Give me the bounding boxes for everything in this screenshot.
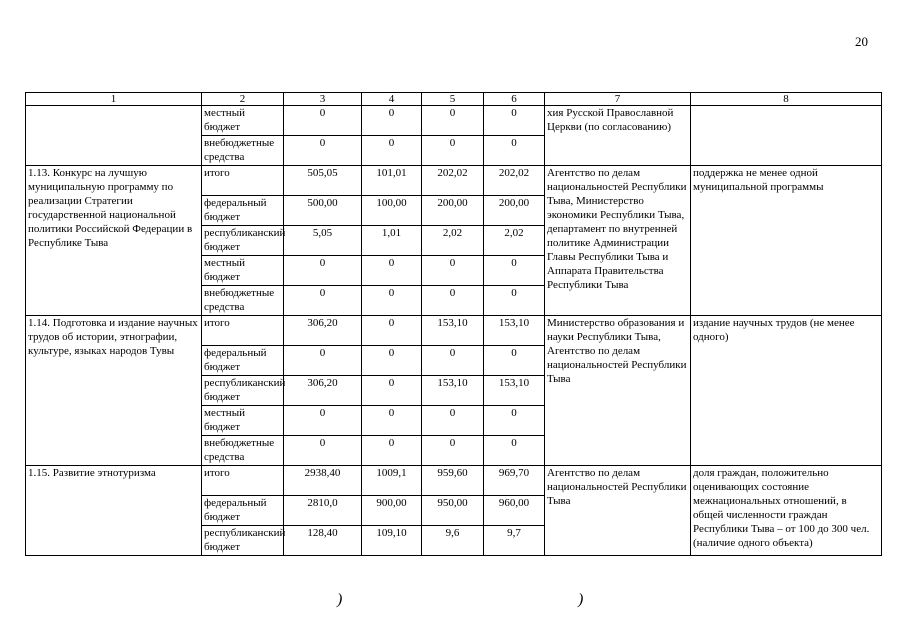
amount-year3-cell: 0	[484, 106, 545, 136]
amount-year1-cell: 0	[362, 136, 422, 166]
executor-cell: хия Русской Православной Церкви (по согласованию)	[545, 106, 691, 166]
header-cell: 2	[202, 93, 284, 106]
amount-year2-cell: 0	[422, 136, 484, 166]
amount-year3-cell: 200,00	[484, 196, 545, 226]
funding-source-cell: местный бюджет	[202, 406, 284, 436]
amount-year2-cell: 0	[422, 256, 484, 286]
amount-year1-cell: 0	[362, 406, 422, 436]
amount-total-cell: 306,20	[284, 316, 362, 346]
amount-total-cell: 2938,40	[284, 466, 362, 496]
activity-cell: 1.14. Подготовка и издание научных трудов об истории, этнографии, культуре, языках народов Тувы	[26, 316, 202, 466]
funding-source-cell: республиканский бюджет	[202, 226, 284, 256]
amount-total-cell: 0	[284, 436, 362, 466]
amount-year2-cell: 0	[422, 406, 484, 436]
table-row	[26, 316, 882, 346]
amount-year1-cell: 1,01	[362, 226, 422, 256]
footer-mark: )	[337, 591, 343, 608]
amount-year2-cell: 2,02	[422, 226, 484, 256]
amount-year2-cell: 9,6	[422, 526, 484, 556]
funding-source-cell: местный бюджет	[202, 256, 284, 286]
result-cell	[691, 106, 882, 166]
header-cell: 8	[691, 93, 882, 106]
amount-total-cell: 306,20	[284, 376, 362, 406]
funding-source-cell: итого	[202, 316, 284, 346]
budget-table	[25, 92, 882, 556]
amount-total-cell: 5,05	[284, 226, 362, 256]
activity-cell	[26, 106, 202, 166]
amount-total-cell: 505,05	[284, 166, 362, 196]
executor-cell: Агентство по делам национальностей Республики Тыва	[545, 466, 691, 556]
amount-year2-cell: 0	[422, 436, 484, 466]
amount-year1-cell: 0	[362, 436, 422, 466]
amount-year3-cell: 0	[484, 436, 545, 466]
header-cell: 7	[545, 93, 691, 106]
amount-total-cell: 0	[284, 136, 362, 166]
amount-year3-cell: 969,70	[484, 466, 545, 496]
funding-source-cell: местный бюджет	[202, 106, 284, 136]
header-cell: 1	[26, 93, 202, 106]
amount-total-cell: 500,00	[284, 196, 362, 226]
amount-year2-cell: 153,10	[422, 376, 484, 406]
amount-year3-cell: 0	[484, 286, 545, 316]
funding-source-cell: федеральный бюджет	[202, 196, 284, 226]
amount-year1-cell: 1009,1	[362, 466, 422, 496]
activity-cell: 1.13. Конкурс на лучшую муниципальную программу по реализации Стратегии государственной национальной политики Российской Федерации в Республике Тыва	[26, 166, 202, 316]
funding-source-cell: внебюджетные средства	[202, 286, 284, 316]
amount-year1-cell: 100,00	[362, 196, 422, 226]
table-row	[26, 106, 882, 136]
header-row	[26, 93, 882, 106]
amount-year1-cell: 0	[362, 256, 422, 286]
header-cell: 3	[284, 93, 362, 106]
result-cell: издание научных трудов (не менее одного)	[691, 316, 882, 466]
amount-year2-cell: 200,00	[422, 196, 484, 226]
amount-year1-cell: 0	[362, 376, 422, 406]
amount-year1-cell: 0	[362, 346, 422, 376]
amount-total-cell: 128,40	[284, 526, 362, 556]
amount-total-cell: 0	[284, 346, 362, 376]
amount-year3-cell: 9,7	[484, 526, 545, 556]
amount-total-cell: 0	[284, 256, 362, 286]
table-row	[26, 466, 882, 496]
amount-year2-cell: 153,10	[422, 316, 484, 346]
activity-cell: 1.15. Развитие этнотуризма	[26, 466, 202, 556]
amount-year3-cell: 153,10	[484, 376, 545, 406]
header-cell: 6	[484, 93, 545, 106]
amount-year1-cell: 101,01	[362, 166, 422, 196]
amount-total-cell: 0	[284, 286, 362, 316]
funding-source-cell: республиканский бюджет	[202, 376, 284, 406]
funding-source-cell: внебюджетные средства	[202, 136, 284, 166]
funding-source-cell: федеральный бюджет	[202, 346, 284, 376]
amount-year3-cell: 0	[484, 406, 545, 436]
amount-year2-cell: 0	[422, 286, 484, 316]
amount-total-cell: 0	[284, 406, 362, 436]
funding-source-cell: федеральный бюджет	[202, 496, 284, 526]
table-row	[26, 166, 882, 196]
amount-year1-cell: 0	[362, 316, 422, 346]
amount-year3-cell: 153,10	[484, 316, 545, 346]
amount-year1-cell: 0	[362, 286, 422, 316]
amount-year2-cell: 959,60	[422, 466, 484, 496]
amount-year3-cell: 0	[484, 346, 545, 376]
amount-year3-cell: 202,02	[484, 166, 545, 196]
amount-year2-cell: 0	[422, 346, 484, 376]
amount-year1-cell: 109,10	[362, 526, 422, 556]
footer-mark: )	[578, 591, 584, 608]
header-cell: 5	[422, 93, 484, 106]
result-cell: доля граждан, положительно оценивающих состояние межнациональных отношений, в общей численности граждан Республики Тыва – от 100 до 300 чел. (наличие одного объекта)	[691, 466, 882, 556]
amount-total-cell: 2810,0	[284, 496, 362, 526]
funding-source-cell: итого	[202, 166, 284, 196]
amount-year3-cell: 2,02	[484, 226, 545, 256]
header-cell: 4	[362, 93, 422, 106]
funding-source-cell: республиканский бюджет	[202, 526, 284, 556]
page-number: 20	[855, 34, 868, 49]
amount-year3-cell: 960,00	[484, 496, 545, 526]
result-cell: поддержка не менее одной муниципальной программы	[691, 166, 882, 316]
amount-year2-cell: 950,00	[422, 496, 484, 526]
executor-cell: Министерство образования и науки Республики Тыва, Агентство по делам национальностей Республики Тыва	[545, 316, 691, 466]
amount-year2-cell: 0	[422, 106, 484, 136]
amount-year1-cell: 900,00	[362, 496, 422, 526]
amount-total-cell: 0	[284, 106, 362, 136]
executor-cell: Агентство по делам национальностей Республики Тыва, Министерство экономики Республики Тыва, департамент по внутренней политике Администрации Главы Республики Тыва и Аппарата Правительства Республики Тыва	[545, 166, 691, 316]
funding-source-cell: итого	[202, 466, 284, 496]
amount-year3-cell: 0	[484, 256, 545, 286]
funding-source-cell: внебюджетные средства	[202, 436, 284, 466]
amount-year1-cell: 0	[362, 106, 422, 136]
amount-year2-cell: 202,02	[422, 166, 484, 196]
amount-year3-cell: 0	[484, 136, 545, 166]
